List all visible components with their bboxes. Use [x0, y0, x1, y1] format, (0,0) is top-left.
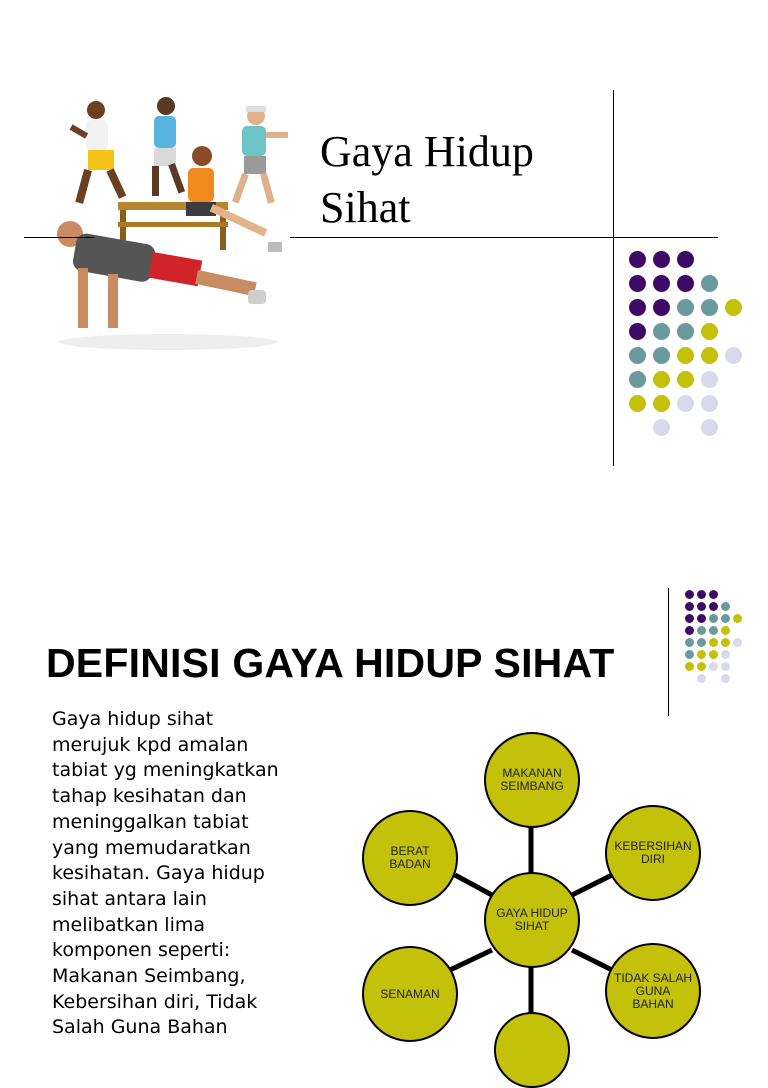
slide1-title-line2: Sihat [320, 183, 411, 232]
node-label: BAHAN [632, 996, 674, 1011]
definition-line: yang memudaratkan [52, 836, 251, 859]
node-label: DIRI [640, 852, 665, 866]
node-makanan-seimbang [484, 732, 580, 828]
definition-line: melibatkan lima [52, 913, 206, 936]
node-senaman [362, 946, 458, 1042]
slide2-title: DEFINISI GAYA HIDUP SIHAT [46, 640, 615, 686]
slide1-title-line1: Gaya Hidup [320, 127, 534, 176]
node-label: TIDAK SALAH [613, 970, 693, 985]
node-label: SIHAT [514, 919, 550, 933]
definition-line: meninggalkan tabiat [52, 810, 249, 833]
node-kebersihan-diri [605, 805, 701, 901]
definition-line: komponen seperti: [52, 939, 231, 962]
node-label: SEIMBANG [500, 779, 564, 793]
definition-line: Salah Guna Bahan [52, 1016, 228, 1039]
node-bottom-partial [494, 1012, 570, 1088]
definition-line: Makanan Seimbang, [52, 965, 246, 988]
definition-line: tahap kesihatan dan [52, 785, 247, 808]
definition-line: merujuk kpd amalan [52, 733, 249, 756]
node-label: BADAN [389, 857, 431, 871]
node-label: MAKANAN [502, 766, 562, 780]
definition-line: Kebersihan diri, Tidak [52, 990, 258, 1013]
node-label: GUNA [635, 983, 671, 998]
node-label: KEBERSIHAN [614, 839, 692, 853]
node-label: SENAMAN [380, 986, 440, 1001]
definition-line: sihat antara lain [52, 887, 207, 910]
node-tidak-salah-guna-bahan [605, 943, 701, 1039]
node-label: BERAT [390, 844, 430, 858]
node-berat-badan [362, 810, 458, 906]
definition-line: tabiat yg meningkatkan [52, 759, 279, 782]
definition-line: Gaya hidup sihat [52, 708, 214, 730]
node-label: GAYA HIDUP [496, 906, 568, 920]
node-gaya-hidup-sihat [484, 872, 580, 968]
definition-line: kesihatan. Gaya hidup [52, 862, 265, 885]
